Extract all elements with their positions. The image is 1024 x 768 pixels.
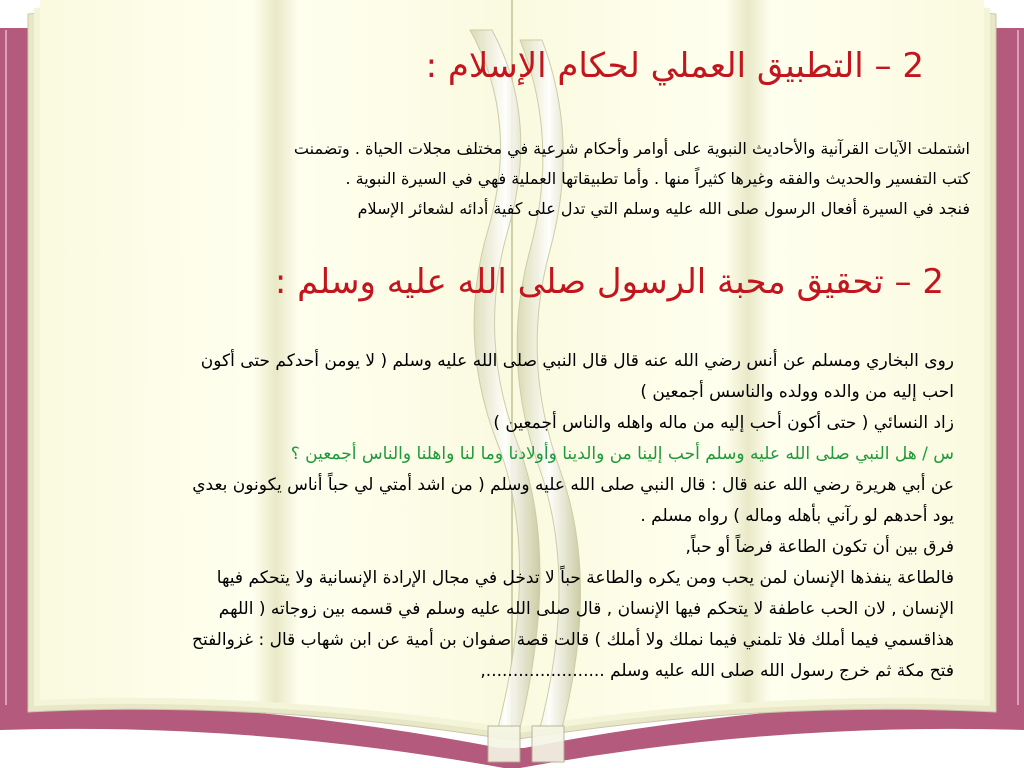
section-1-heading: 2 – التطبيق العملي لحكام الإسلام : [425, 46, 924, 86]
section-2-paragraph [192, 346, 954, 687]
paragraph-line: يود أحدهم لو رآني بأهله وماله ) رواه مسلم . [640, 506, 954, 526]
paragraph-line: فالطاعة ينفذها الإنسان لمن يحب ومن يكره والطاعة حباً لا تدخل في مجال الإرادة الإنسانية ولا يتحكم فيها [216, 568, 954, 588]
paragraph-line: الإنسان , لان الحب عاطفة لا يتحكم فيها الإنسان , قال صلى الله عليه وسلم في قسمه بين زوجاته ( اللهم [218, 599, 954, 619]
question-line: س / هل النبي صلى الله عليه وسلم أحب إلينا من والدينا وأولادنا وما لنا واهلنا والناس أجمعين ؟ [290, 444, 954, 464]
paragraph-line: عن أبي هريرة رضي الله عنه قال : قال النبي صلى الله عليه وسلم ( من اشد أمتي لي حباً أناس يكونون بعدي [192, 475, 954, 495]
paragraph-line: فتح مكة ثم خرج رسول الله صلى الله عليه وسلم ......................, [480, 661, 954, 681]
paragraph-line: كتب التفسير والحديث والفقه وغيرها كثيراً منها . وأما تطبيقاتها العملية فهي في السيرة النبوية . [345, 169, 970, 188]
paragraph-line: هذاقسمي فيما أملك فلا تلمني فيما نملك ولا أملك ) قالت قصة صفوان بن أمية عن ابن شهاب قال : غزوالفتح [191, 630, 954, 650]
paragraph-line: روى البخاري ومسلم عن أنس رضي الله عنه قال قال النبي صلى الله عليه وسلم ( لا يومن أحدكم حتى أكون [200, 351, 954, 371]
paragraph-line: فنجد في السيرة أفعال الرسول صلى الله عليه وسلم التي تدل على كفية أدائه لشعائر الإسلام [357, 199, 970, 218]
section-1-paragraph [294, 134, 970, 224]
paragraph-line: فرق بين أن تكون الطاعة فرضاً أو حباً, [685, 537, 954, 557]
paragraph-line: احب إليه من والده وولده والناسس أجمعين ) [640, 382, 954, 402]
paragraph-line: اشتملت الآيات القرآنية والأحاديث النبوية على أوامر وأحكام شرعية في مختلف مجلات الحياة . وتضمنت [293, 139, 970, 158]
paragraph-line: زاد النسائي ( حتى أكون أحب إليه من ماله واهله والناس أجمعين ) [493, 413, 954, 433]
section-2-heading: 2 – تحقيق محبة الرسول صلى الله عليه وسلم : [274, 262, 944, 302]
